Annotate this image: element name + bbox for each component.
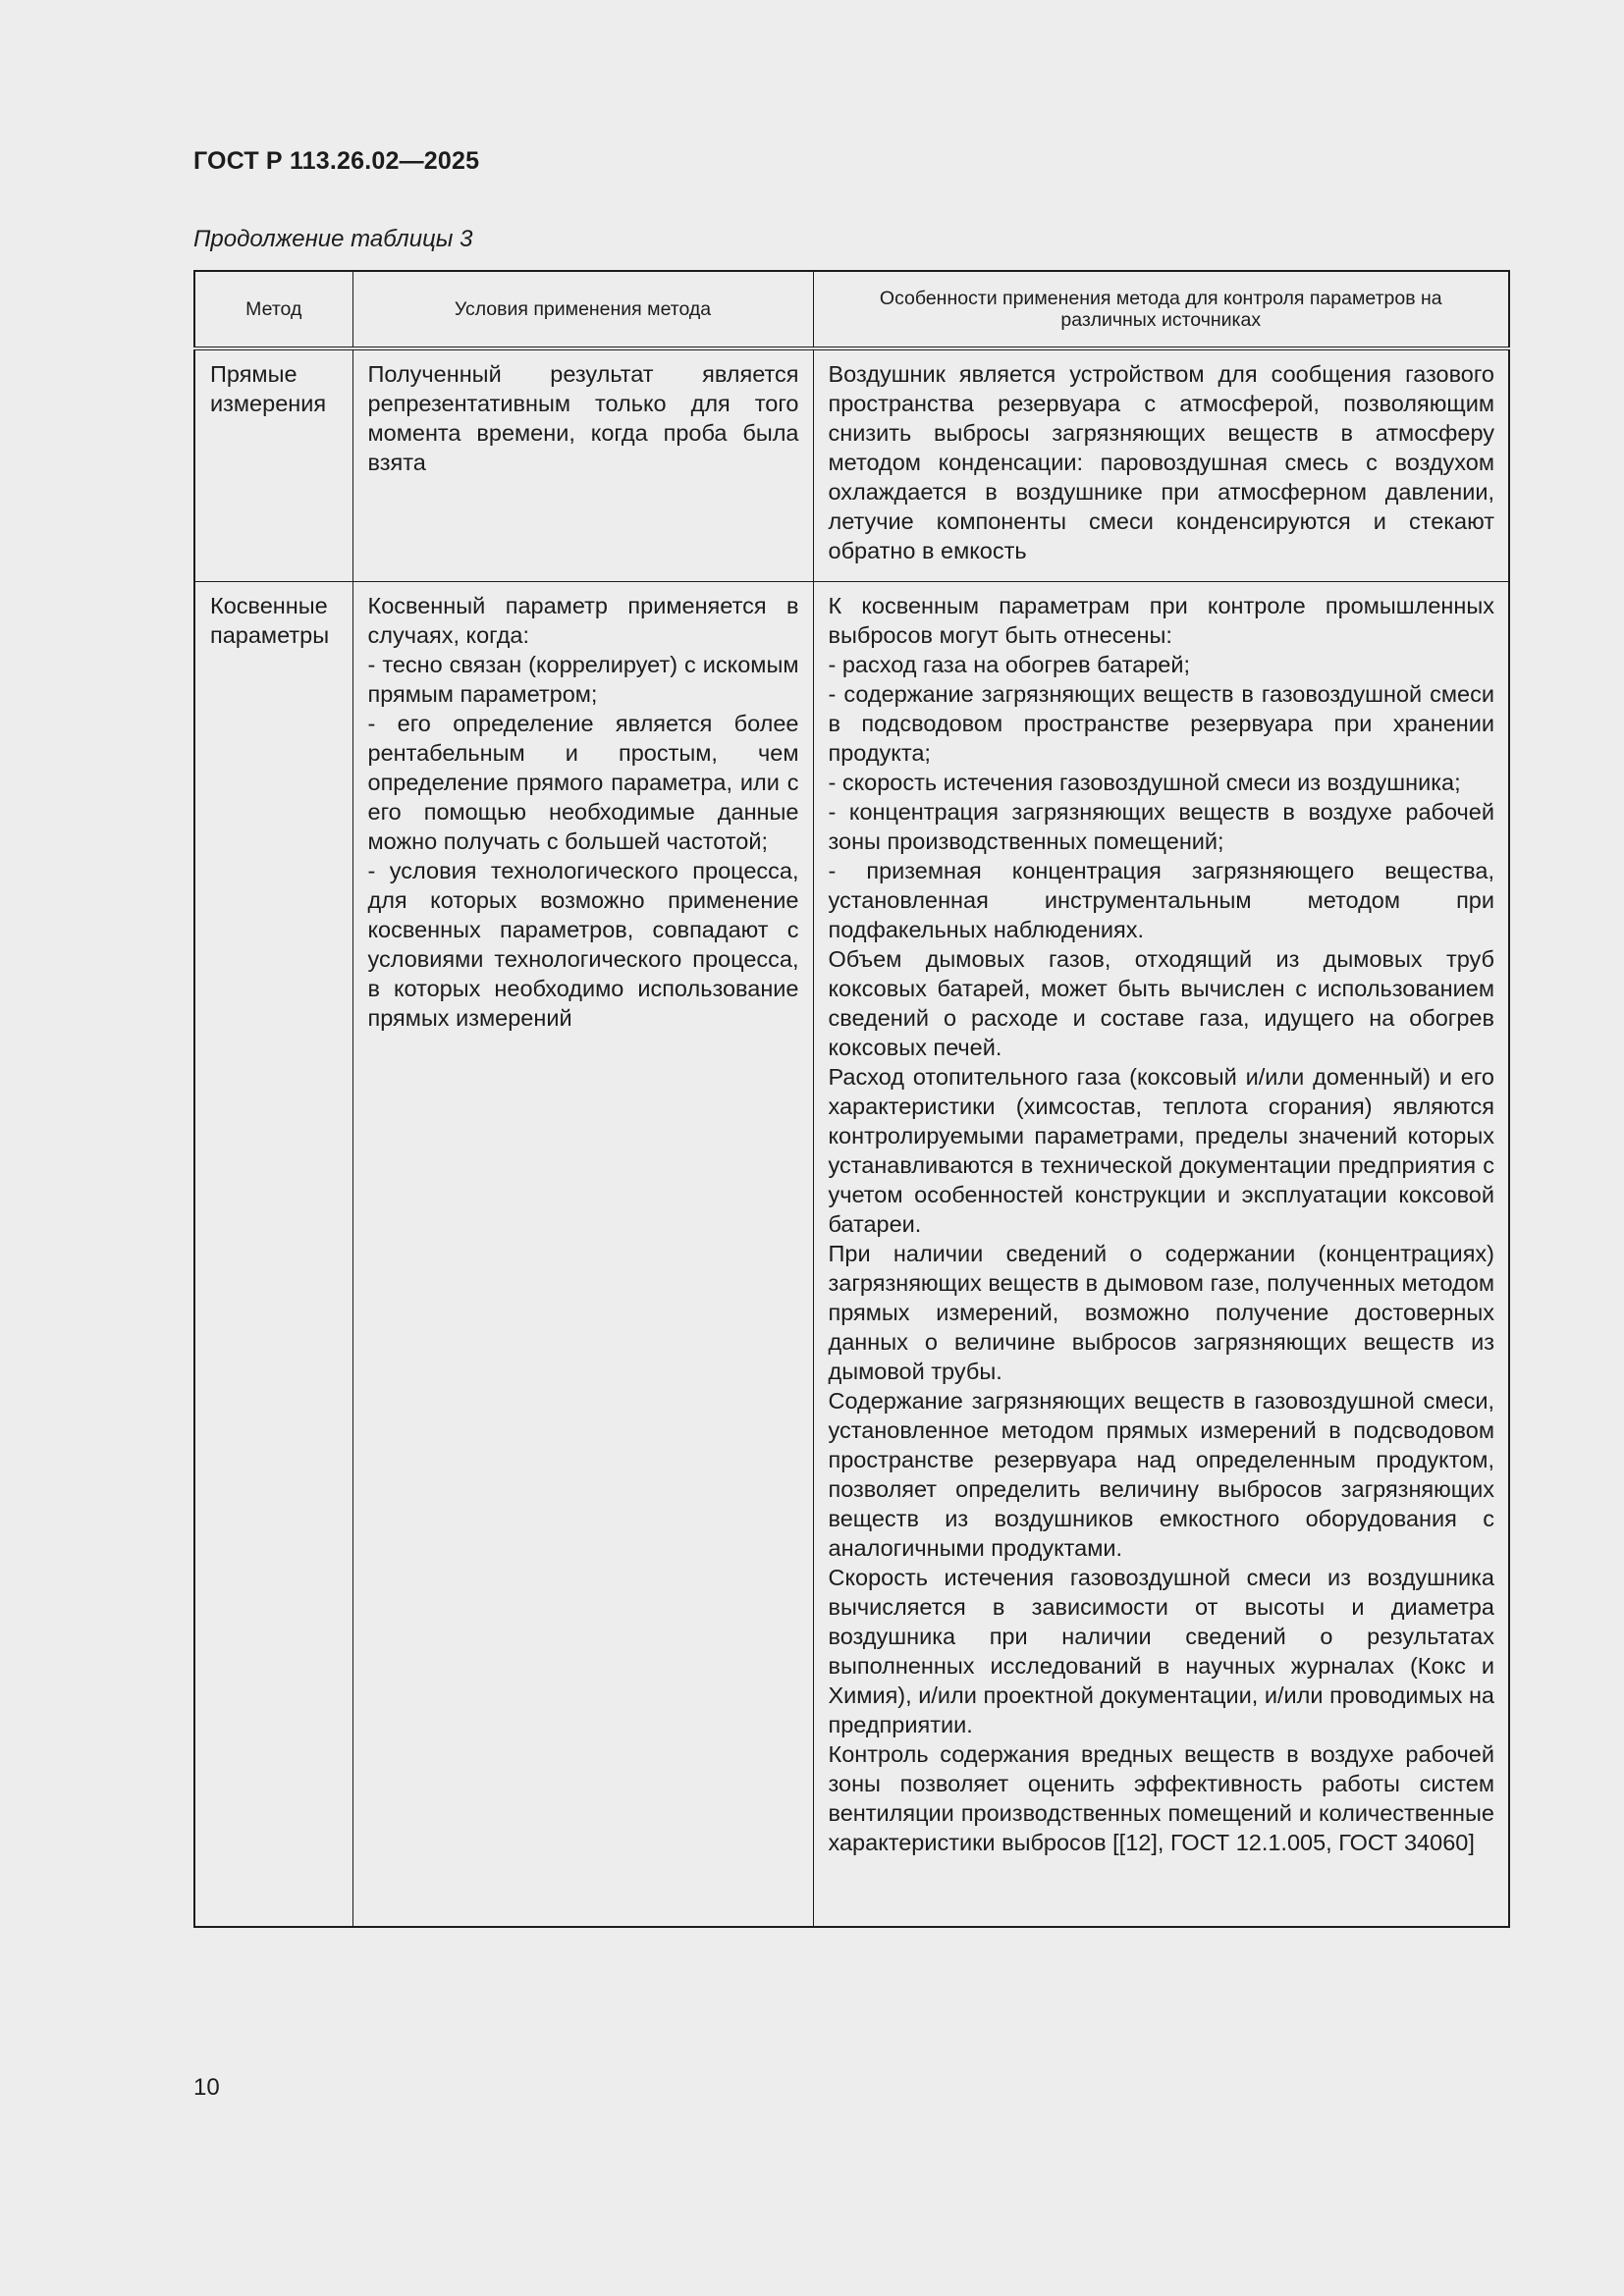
features-list-item: - приземная концентрация загрязняющего вещества, установленная инструментальным методом при подфакельных наблюдениях. (828, 857, 1494, 942)
method-cell (194, 581, 352, 1927)
features-cell (813, 581, 1509, 1927)
conditions-list-item: - условия технологического процесса, для которых возможно применение косвенных параметров, совпадают с условиями технологического процесса, в которых необходимо использование прямых измерений (367, 857, 799, 1031)
conditions-paragraph: Полученный результат является репрезентативным только для того момента времени, когда проба была взята (367, 361, 799, 475)
conditions-cell (352, 581, 813, 1927)
column-header-features: Особенности применения метода для контроля параметров на различных источниках (813, 271, 1509, 348)
features-paragraph: Объем дымовых газов, отходящий из дымовых труб коксовых батарей, может быть вычислен с использованием сведений о расходе и составе газа, идущего на обогрев коксовых печей. (828, 945, 1494, 1060)
column-header-method: Метод (194, 271, 352, 348)
features-paragraph: Скорость истечения газовоздушной смеси из воздушника вычисляется в зависимости от высоты и диаметра воздушника при наличии сведений о результатах выполненных исследований в научных журналах (Кокс и Химия), и/или проектной документации, и/или проводимых на предприятии. (828, 1564, 1494, 1737)
method-label: Косвенные параметры (210, 592, 330, 648)
features-paragraph: Контроль содержания вредных веществ в воздухе рабочей зоны позволяет оценить эффективность работы систем вентиляции производственных помещений и количественные характеристики выбросов [[12], ГОСТ 12.1.005, ГОСТ 34060] (828, 1740, 1494, 1855)
features-paragraph: Содержание загрязняющих веществ в газовоздушной смеси, установленное методом прямых измерений в подсводовом пространстве резервуара над определенным продуктом, позволяет определить величину выбросов загрязняющих веществ из воздушников емкостного оборудования с аналогичными продуктами. (828, 1387, 1494, 1561)
page-number: 10 (193, 2074, 220, 2101)
features-paragraph: К косвенным параметрам при контроле промышленных выбросов могут быть отнесены: (828, 592, 1494, 648)
features-paragraph: При наличии сведений о содержании (концентрациях) загрязняющих веществ в дымовом газе, полученных методом прямых измерений, возможно получение достоверных данных о величине выбросов загрязняющих веществ из дымовой трубы. (828, 1240, 1494, 1384)
conditions-list-item: - тесно связан (коррелирует) с искомым прямым параметром; (367, 651, 799, 707)
features-list-item: - расход газа на обогрев батарей; (828, 651, 1190, 677)
document-code: ГОСТ Р 113.26.02—2025 (193, 147, 480, 175)
table-body (194, 348, 1509, 1927)
methods-table (193, 270, 1510, 1928)
table-row (194, 348, 1509, 581)
table-row (194, 581, 1509, 1927)
features-list-item: - скорость истечения газовоздушной смеси из воздушника; (828, 769, 1461, 795)
table-header-row (194, 271, 1509, 348)
features-paragraph: Расход отопительного газа (коксовый и/или доменный) и его характеристики (химсостав, теплота сгорания) являются контролируемыми параметрами, пределы значений которых устанавливаются в технической документации предприятия с учетом особенностей конструкции и эксплуатации коксовой батареи. (828, 1063, 1494, 1237)
features-list-item: - концентрация загрязняющих веществ в воздухе рабочей зоны производственных помещений; (828, 798, 1494, 854)
features-paragraph: Воздушник является устройством для сообщения газового пространства резервуара с атмосферой, позволяющим снизить выбросы загрязняющих веществ в атмосферу методом конденсации: паровоздушная смесь с воздухом охлаждается в воздушнике при атмосферном давлении, летучие компоненты смеси конденсируются и стекают обратно в емкость (828, 361, 1494, 563)
column-header-conditions: Условия применения метода (352, 271, 813, 348)
conditions-list-item: - его определение является более рентабельным и простым, чем определение прямого параметра, или с его помощью необходимые данные можно получать с большей частотой; (367, 710, 799, 854)
conditions-cell (352, 348, 813, 581)
method-cell (194, 348, 352, 581)
features-list-item: - содержание загрязняющих веществ в газовоздушной смеси в подсводовом пространстве резервуара при хранении продукта; (828, 680, 1494, 766)
method-label: Прямые измерения (210, 361, 327, 416)
features-cell (813, 348, 1509, 581)
conditions-paragraph: Косвенный параметр применяется в случаях, когда: (367, 592, 799, 648)
table-caption: Продолжение таблицы 3 (193, 226, 473, 252)
table-header (194, 271, 1509, 348)
